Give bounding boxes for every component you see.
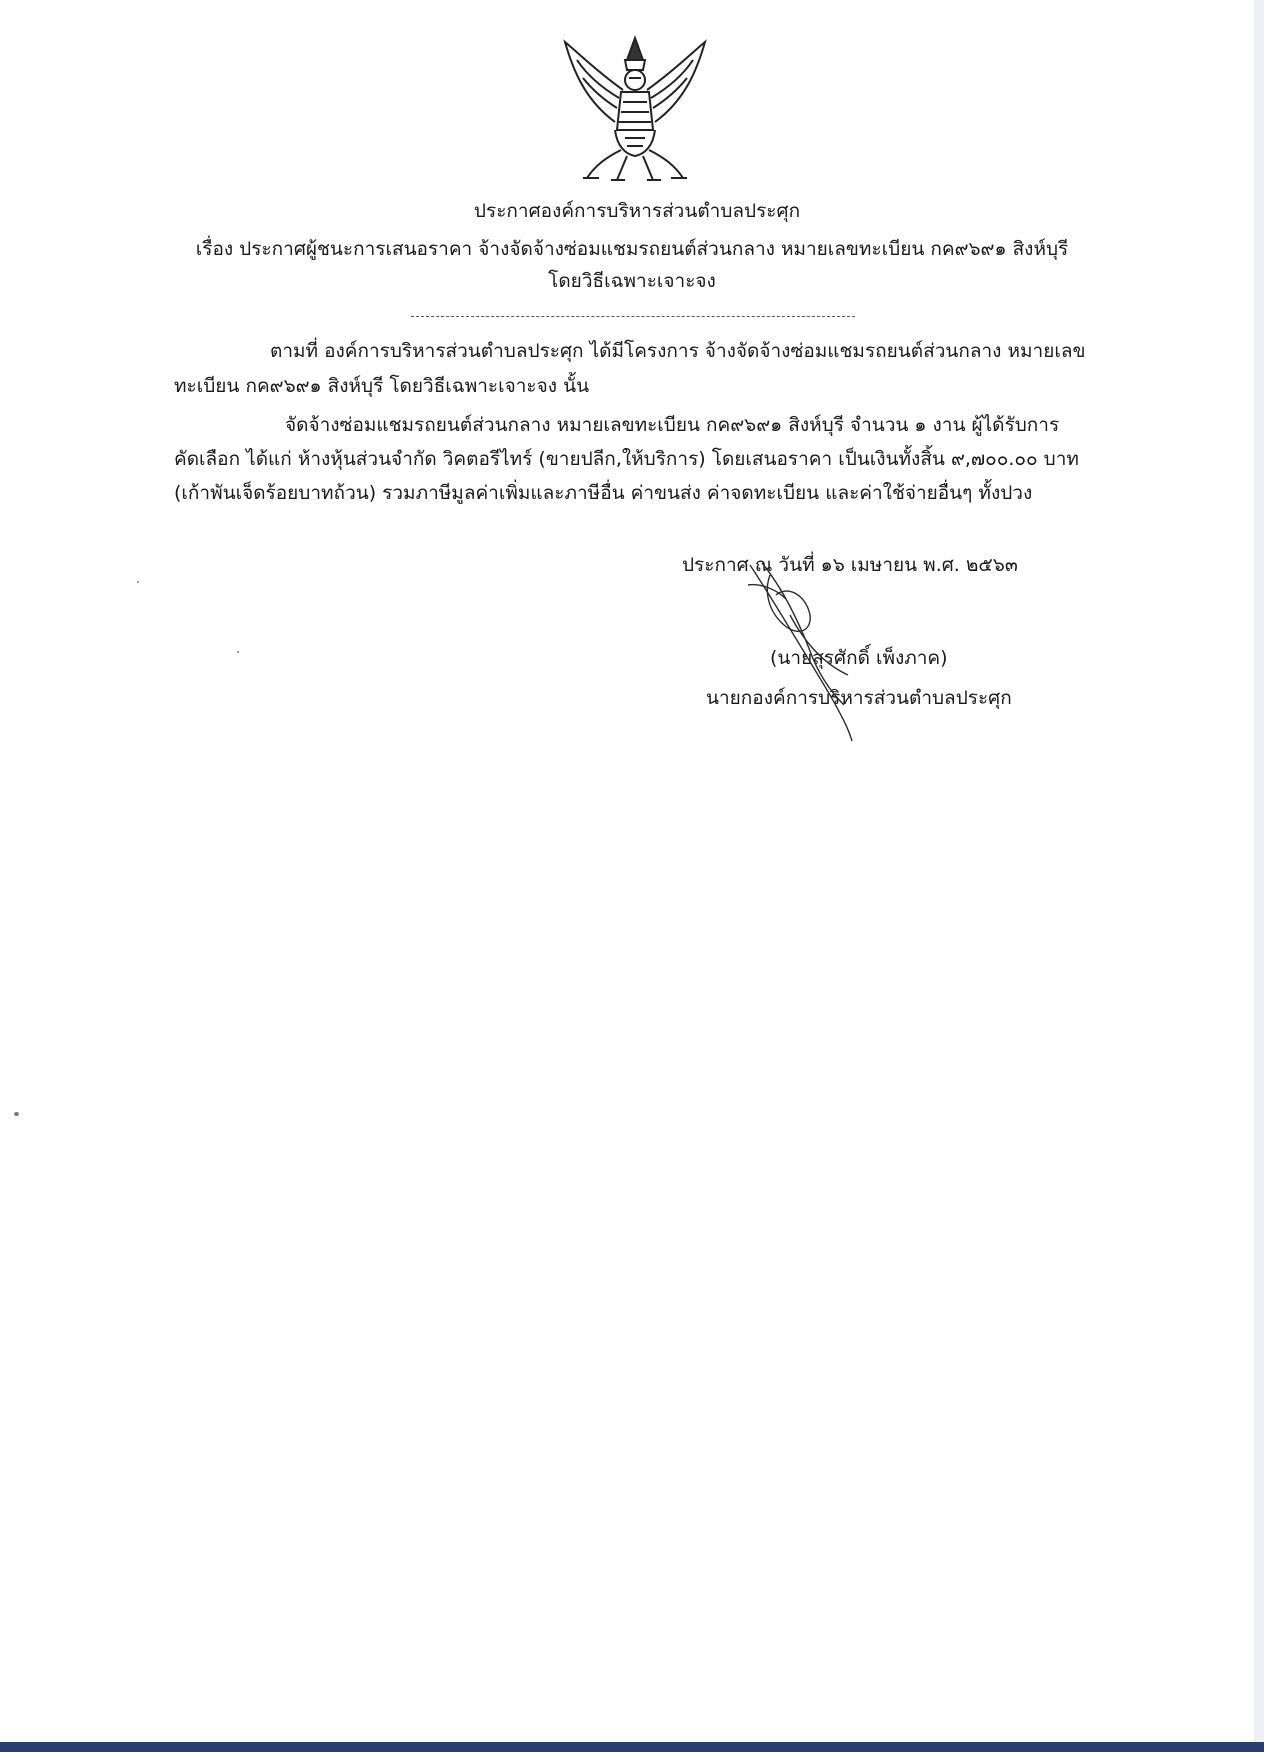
garuda-emblem-icon [555, 30, 715, 190]
scan-speck [237, 651, 239, 653]
signatory-name: (นายสุรศักดิ์ เพ็งภาค) [770, 647, 948, 669]
signatory-position: นายกองค์การบริหารส่วนตำบลประศุก [706, 687, 1012, 709]
announcement-date: ประกาศ ณ วันที่ ๑๖ เมษายน พ.ศ. ๒๕๖๓ [682, 554, 1018, 576]
paragraph-1-line-1: ตามที่ องค์การบริหารส่วนตำบลประศุก ได้มีโครงการ จ้างจัดจ้างซ่อมแชมรถยนต์ส่วนกลาง หมายเลข [270, 340, 1086, 362]
scan-speck [14, 1112, 19, 1116]
procurement-method: โดยวิธีเฉพาะเจาะจง [548, 270, 716, 292]
scan-edge [1254, 0, 1264, 1742]
paragraph-2-line-1: จัดจ้างซ่อมแชมรถยนต์ส่วนกลาง หมายเลขทะเบียน กค๙๖๙๑ สิงห์บุรี จำนวน ๑ งาน ผู้ได้รับการ [285, 414, 1060, 436]
paragraph-2-line-2: คัดเลือก ได้แก่ ห้างหุ้นส่วนจำกัด วิคตอรีไทร์ (ขายปลีก,ให้บริการ) โดยเสนอราคา เป็นเงินทั้งสิ้น ๙,๗๐๐.๐๐ บาท [174, 448, 1079, 470]
paragraph-2-line-3: (เก้าพันเจ็ดร้อยบาทถ้วน) รวมภาษีมูลค่าเพิ่มและภาษีอื่น ค่าขนส่ง ค่าจดทะเบียน และค่าใช้จ่ายอื่นๆ ทั้งปวง [174, 482, 1033, 504]
announcement-subject: เรื่อง ประกาศผู้ชนะการเสนอราคา จ้างจัดจ้างซ่อมแชมรถยนต์ส่วนกลาง หมายเลขทะเบียน กค๙๖๙๑ สิงห์บุรี [195, 238, 1069, 260]
handwritten-signature [740, 555, 880, 745]
paragraph-1-line-2: ทะเบียน กค๙๖๙๑ สิงห์บุรี โดยวิธีเฉพาะเจาะจง นั้น [174, 375, 590, 397]
scan-bottom-strip [0, 1742, 1264, 1752]
scan-speck [137, 581, 139, 583]
announcement-title: ประกาศองค์การบริหารส่วนตำบลประศุก [473, 200, 801, 222]
separator-line [411, 316, 855, 317]
